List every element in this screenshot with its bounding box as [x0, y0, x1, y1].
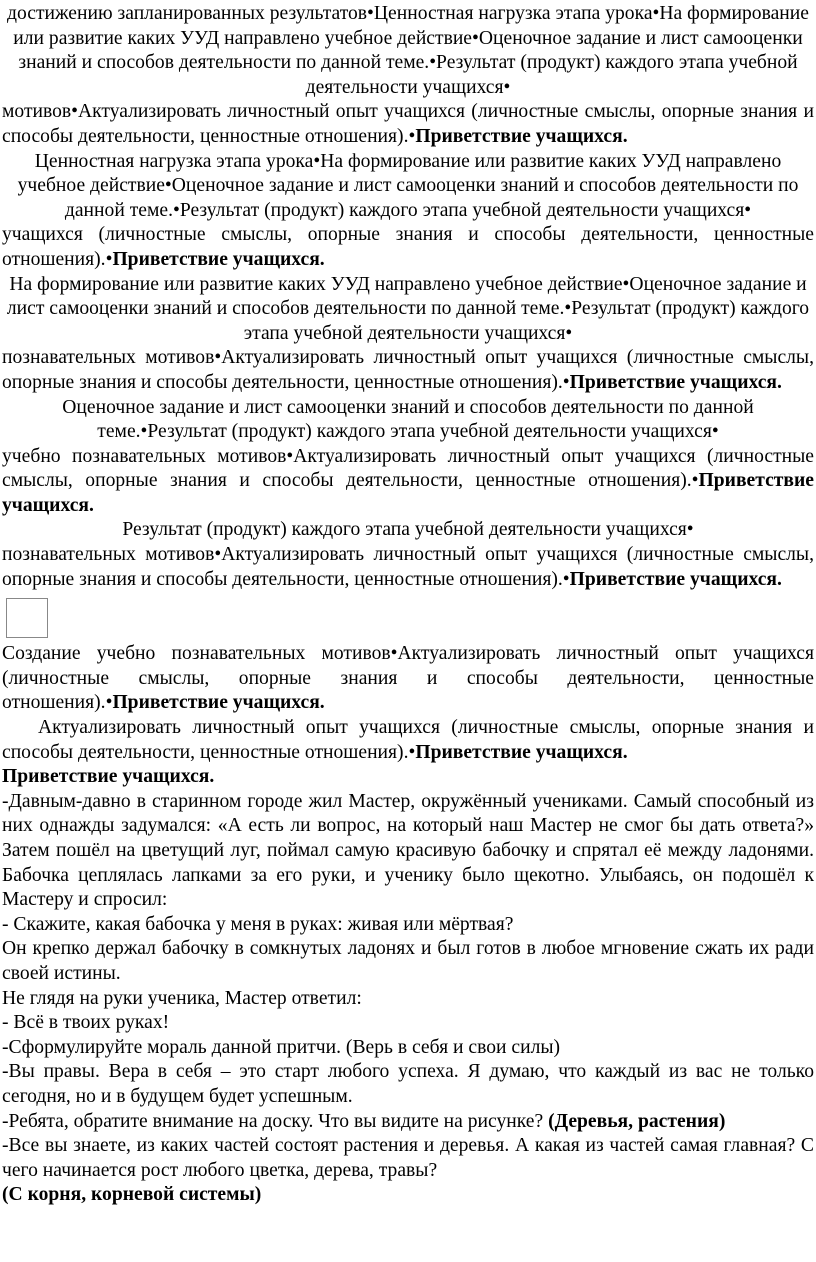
story-heading: Приветствие учащихся.	[2, 766, 215, 788]
paragraph-3-text: Ценностная нагрузка этапа урока•На формирование или развитие каких УУД направлено учебное действие•Оценочное задание и лист самооценки знаний и способов деятельности по данной теме.•Результат (продукт) каждого этапа учебной деятельности учащихся•	[17, 150, 799, 221]
paragraph-6-text: познавательных мотивов•Актуализировать личностный опыт учащихся (личностные смыслы, опорные знания и способы деятельности, ценностные отношения).•	[2, 347, 814, 393]
paragraph-10-text: познавательных мотивов•Актуализировать личностный опыт учащихся (личностные смыслы, опорные знания и способы деятельности, ценностные отношения).•	[2, 544, 814, 590]
paragraph-8	[2, 445, 814, 519]
greeting-bold: Приветствие учащихся.	[415, 125, 628, 147]
paragraph-1	[2, 2, 814, 100]
greeting-bold: Приветствие учащихся.	[569, 568, 782, 590]
paragraph-9-text: Результат (продукт) каждого этапа учебной деятельности учащихся•	[122, 519, 694, 541]
story-paragraph-8	[2, 1110, 814, 1135]
paragraph-8-text: учебно познавательных мотивов•Актуализировать личностный опыт учащихся (личностные смыслы, опорные знания и способы деятельности, ценностные отношения).•	[2, 445, 814, 492]
paragraph-9	[2, 518, 814, 543]
greeting-bold: Приветствие учащихся.	[415, 741, 628, 763]
paragraph-5	[2, 273, 814, 347]
greeting-bold: Приветствие учащихся.	[112, 248, 325, 270]
empty-image-placeholder	[6, 598, 48, 638]
paragraph-2	[2, 100, 814, 149]
paragraph-4	[2, 223, 814, 272]
greeting-bold: Приветствие учащихся.	[112, 692, 325, 714]
paragraph-11	[2, 642, 814, 716]
paragraph-12	[2, 716, 814, 765]
story-paragraph-7: -Вы правы. Вера в себя – это старт любого успеха. Я думаю, что каждый из вас не только сегодня, но и в будущем будет успешным.	[2, 1061, 814, 1107]
story-paragraph-6: -Сформулируйте мораль данной притчи. (Верь в себя и свои силы)	[2, 1036, 561, 1058]
paragraph-5-text: На формирование или развитие каких УУД направлено учебное действие•Оценочное задание и лист самооценки знаний и способов деятельности по данной теме.•Результат (продукт) каждого этапа учебной деятельности учащихся•	[6, 273, 810, 344]
story-paragraph-4: Не глядя на руки ученика, Мастер ответил:	[2, 987, 362, 1009]
story-paragraph-9: -Все вы знаете, из каких частей состоят растения и деревья. А какая из частей самая главная? С чего начинается рост любого цветка, дерева, травы?	[2, 1135, 814, 1181]
story-paragraph-2: - Скажите, какая бабочка у меня в руках: живая или мёртвая?	[2, 913, 514, 935]
paragraph-1-text: достижению запланированных результатов•Ценностная нагрузка этапа урока•На формирование или развитие каких УУД направлено учебное действие•Оценочное задание и лист самооценки знаний и способов деятельности по данной теме.•Результат (продукт) каждого этапа учебной деятельности учащихся•	[7, 3, 809, 98]
story-paragraph-8-text: -Ребята, обратите внимание на доску. Что вы видите на рисунке?	[2, 1110, 549, 1132]
paragraph-6	[2, 346, 814, 395]
greeting-bold: Приветствие учащихся.	[2, 470, 814, 516]
story-paragraph-5: - Всё в твоих руках!	[2, 1012, 170, 1034]
paragraph-7	[2, 396, 814, 445]
paragraph-10	[2, 543, 814, 592]
paragraph-4-text: учащихся (личностные смыслы, опорные знания и способы деятельности, ценностные отношения).•	[2, 224, 814, 270]
paragraph-11-text: Создание учебно познавательных мотивов•Актуализировать личностный опыт учащихся (личностные смыслы, опорные знания и способы деятельности, ценностные отношения).•	[2, 643, 814, 714]
paragraph-3	[2, 150, 814, 224]
story-paragraph-10: (С корня, корневой системы)	[2, 1184, 262, 1206]
story-answer-bold: (Деревья, растения)	[548, 1110, 726, 1132]
story-paragraph-3: Он крепко держал бабочку в сомкнутых ладонях и был готов в любое мгновение сжать их ради своей истины.	[2, 938, 814, 984]
paragraph-7-text: Оценочное задание и лист самооценки знаний и способов деятельности по данной теме.•Результат (продукт) каждого этапа учебной деятельности учащихся•	[62, 396, 754, 443]
paragraph-2-text: мотивов•Актуализировать личностный опыт учащихся (личностные смыслы, опорные знания и способы деятельности, ценностные отношения).•	[2, 101, 814, 147]
story-paragraph-1: -Давным-давно в старинном городе жил Мастер, окружённый учениками. Самый способный из них однажды задумался: «А есть ли вопрос, на который наш Мастер не смог бы дать ответа?» Затем пошёл на цветущий луг, поймал самую красивую бабочку и спрятал её между ладонями. Бабочка цеплялась лапками за его руки, и ученику было щекотно. Улыбаясь, он подошёл к Мастеру и спросил:	[2, 790, 814, 911]
paragraph-12-text: Актуализировать личностный опыт учащихся (личностные смыслы, опорные знания и способы деятельности, ценностные отношения).•	[2, 717, 814, 763]
greeting-bold: Приветствие учащихся.	[569, 371, 782, 393]
